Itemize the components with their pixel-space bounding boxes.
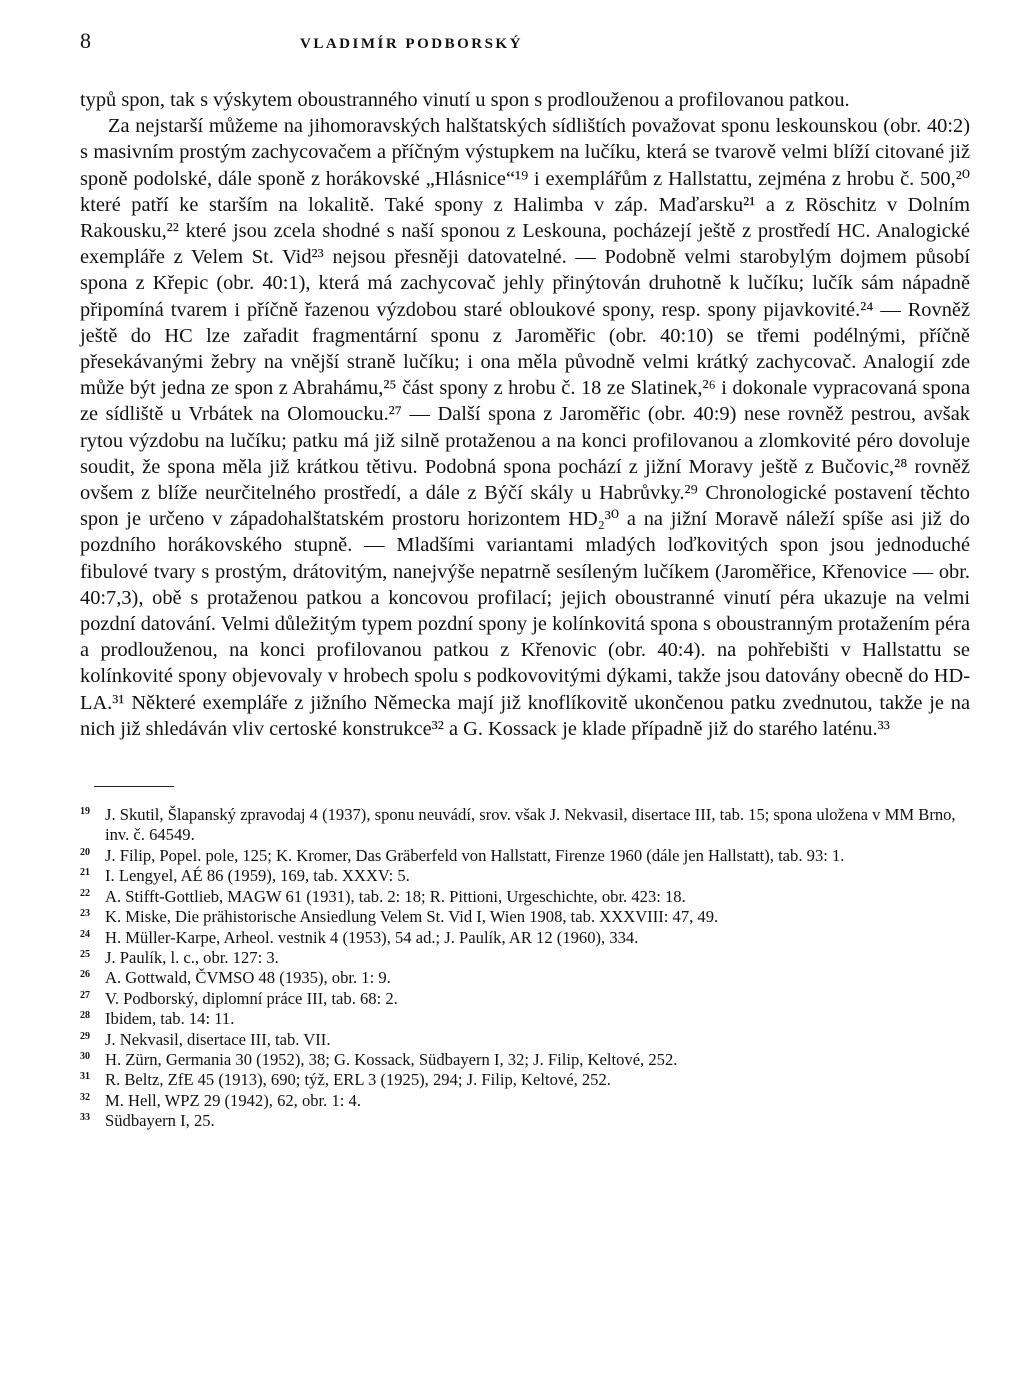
footnote-number: 29 [80, 1030, 90, 1042]
body-text [80, 87, 970, 742]
footnote-number: 20 [80, 846, 90, 858]
footnote [80, 989, 970, 1009]
footnote [80, 1091, 970, 1111]
footnote [80, 968, 970, 988]
footnote-number: 27 [80, 989, 90, 1001]
footnote-text: J. Filip, Popel. pole, 125; K. Kromer, Das Gräberfeld von Hallstatt, Firenze 1960 (dále jen Hallstatt), tab. 93: 1. [105, 845, 845, 865]
footnote-number: 30 [80, 1050, 90, 1062]
footnote-number: 24 [80, 928, 90, 940]
footnote [80, 948, 970, 968]
footnote-text: K. Miske, Die prähistorische Ansiedlung Velem St. Vid I, Wien 1908, tab. XXXVIII: 47, 49. [105, 907, 719, 927]
footnote-separator [94, 786, 174, 787]
footnote-text: R. Beltz, ZfE 45 (1913), 690; týž, ERL 3 (1925), 294; J. Filip, Keltové, 252. [105, 1070, 611, 1090]
footnote [80, 1111, 970, 1131]
footnote-number: 26 [80, 969, 90, 981]
footnote [80, 846, 970, 866]
footnote-text: A. Gottwald, ČVMSO 48 (1935), obr. 1: 9. [105, 968, 391, 988]
footnote-text: A. Stifft-Gottlieb, MAGW 61 (1931), tab. 2: 18; R. Pittioni, Urgeschichte, obr. 423: 18. [105, 886, 686, 906]
footnote [80, 907, 970, 927]
footnote-number: 22 [80, 887, 90, 899]
footnote [80, 866, 970, 886]
footnote [80, 805, 970, 846]
footnote-text: Südbayern I, 25. [105, 1111, 215, 1131]
paragraph: typů spon, tak s výskytem oboustranného vinutí u spon s prodlouženou a profilovanou patkou. [80, 89, 850, 111]
footnote [80, 887, 970, 907]
footnote-text: I. Lengyel, AÉ 86 (1959), 169, tab. XXXV: 5. [105, 866, 410, 886]
footnote-text: Ibidem, tab. 14: 11. [105, 1009, 235, 1029]
running-head: VLADIMÍR PODBORSKÝ [300, 36, 523, 52]
footnotes [80, 805, 970, 1132]
footnote-number: 19 [80, 806, 90, 818]
footnote-text: J. Nekvasil, disertace III, tab. VII. [105, 1029, 331, 1049]
footnote [80, 1009, 970, 1029]
page-header [80, 28, 970, 62]
footnote-text: V. Podborský, diplomní práce III, tab. 68: 2. [105, 988, 398, 1008]
footnote-text: H. Zürn, Germania 30 (1952), 38; G. Kossack, Südbayern I, 32; J. Filip, Keltové, 252. [105, 1049, 678, 1069]
footnote-number: 28 [80, 1010, 90, 1022]
footnote-number: 25 [80, 948, 90, 960]
footnote-number: 33 [80, 1112, 90, 1124]
footnote [80, 1030, 970, 1050]
footnote-number: 32 [80, 1091, 90, 1103]
page-number: 8 [80, 28, 91, 53]
footnote-text: M. Hell, WPZ 29 (1942), 62, obr. 1: 4. [105, 1090, 361, 1110]
paragraph: Za nejstarší můžeme na jihomoravských halštatských sídlištích považovat sponu leskounskou (obr. 40:2) s masivním prostým zachycovačem a příčným výstupkem na lučíku, která se tvarově velmi blíží citované již sponě podolské, dále sponě z horákovské „Hlásnice“¹⁹ i exemplářům z Hallstattu, zejména z hrobu č. 500,²⁰ které patří ke starším na lokalitě. Také spony z Halimba v záp. Maďarsku²¹ a z Röschitz v Dolním Rakousku,²² které jsou zcela shodné s naší sponou z Leskouna, pocházejí ještě z prostředí HC. Analogické exempláře z Velem St. Vid²³ nejsou přesněji datovatelné. — Podobně velmi starobylým dojmem působí spona z Křepic (obr. 40:1), která má zachycovač jehly přinýtován druhotně k lučíku; lučík sám nápadně připomíná tvarem i příčně řazenou výzdobou staré obloukové spony, resp. spony pijavkovité.²⁴ — Rovněž ještě do HC lze zařadit fragmentární sponu z Jaroměřic (obr. 40:10) se třemi podélnými, příčně přesekávanými žebry na vnější straně lučíku; i ona měla původně velmi krátký zachycovač. Analogií zde může být jedna ze spon z Abrahámu,²⁵ část spony z hrobu č. 18 ze Slatinek,²⁶ i dokonale vypracovaná spona ze sídliště u Vrbátek na Olomoucku.²⁷ — Další spona z Jaroměřic (obr. 40:9) nese rovněž pestrou, avšak rytou výzdobu na lučíku; patku má již silně protaženou a na konci profilovanou a zlomkovité péro dovoluje soudit, že spona měla již krátkou tětivu. Podobná spona pochází z jižní Moravy ještě z Bučovic,²⁸ rovněž ovšem z blíže neurčitelného prostředí, a dále z Býčí skály u Habrůvky.²⁹ Chronologické postavení těchto spon je určeno v západohalštatském prostoru horizontem HD₂³⁰ a na jižní Moravě náleží spíše asi již do pozdního horákovského stupně. — Mladšími variantami mladých loďkovitých spon jsou jednoduché fibulové tvary s prostým, drátovitým, nanejvýše nepatrně sesíleným lučíkem (Jaroměřice, Křenovice — obr. 40:7,3), obě s protaženou patkou a koncovou profilací; jejich oboustranné vinutí péra ukazuje na velmi pozdní datování. Velmi důležitým typem pozdní spony je kolínkovitá spona s oboustranným protažením péra a prodlouženou, na konci profilovanou patkou z Křenovic (obr. 40:4). na pohřebišti v Hallstattu se kolínkovité spony objevovaly v hrobech spolu s podkovovitými dýkami, takže jsou datovány obecně do HD-LA.³¹ Některé exempláře z jižního Německa mají již knoflíkovitě ukončenou patku zvednutou, takže je na nich již shledáván vliv certoské konstrukce³² a G. Kossack je klade případně již do starého laténu.³³ [80, 115, 970, 740]
footnote-number: 21 [80, 867, 90, 879]
footnote-text: J. Paulík, l. c., obr. 127: 3. [105, 947, 279, 967]
footnote [80, 1050, 970, 1070]
footnote [80, 1070, 970, 1090]
footnote [80, 928, 970, 948]
footnote-number: 31 [80, 1071, 90, 1083]
footnote-text: H. Müller-Karpe, Arheol. vestnik 4 (1953), 54 ad.; J. Paulík, AR 12 (1960), 334. [105, 927, 639, 947]
footnote-text: J. Skutil, Šlapanský zpravodaj 4 (1937), sponu neuvádí, srov. však J. Nekvasil, disertace III, tab. 15; spona uložena v MM Brno, inv. č. 64549. [105, 805, 956, 845]
footnote-number: 23 [80, 908, 90, 920]
